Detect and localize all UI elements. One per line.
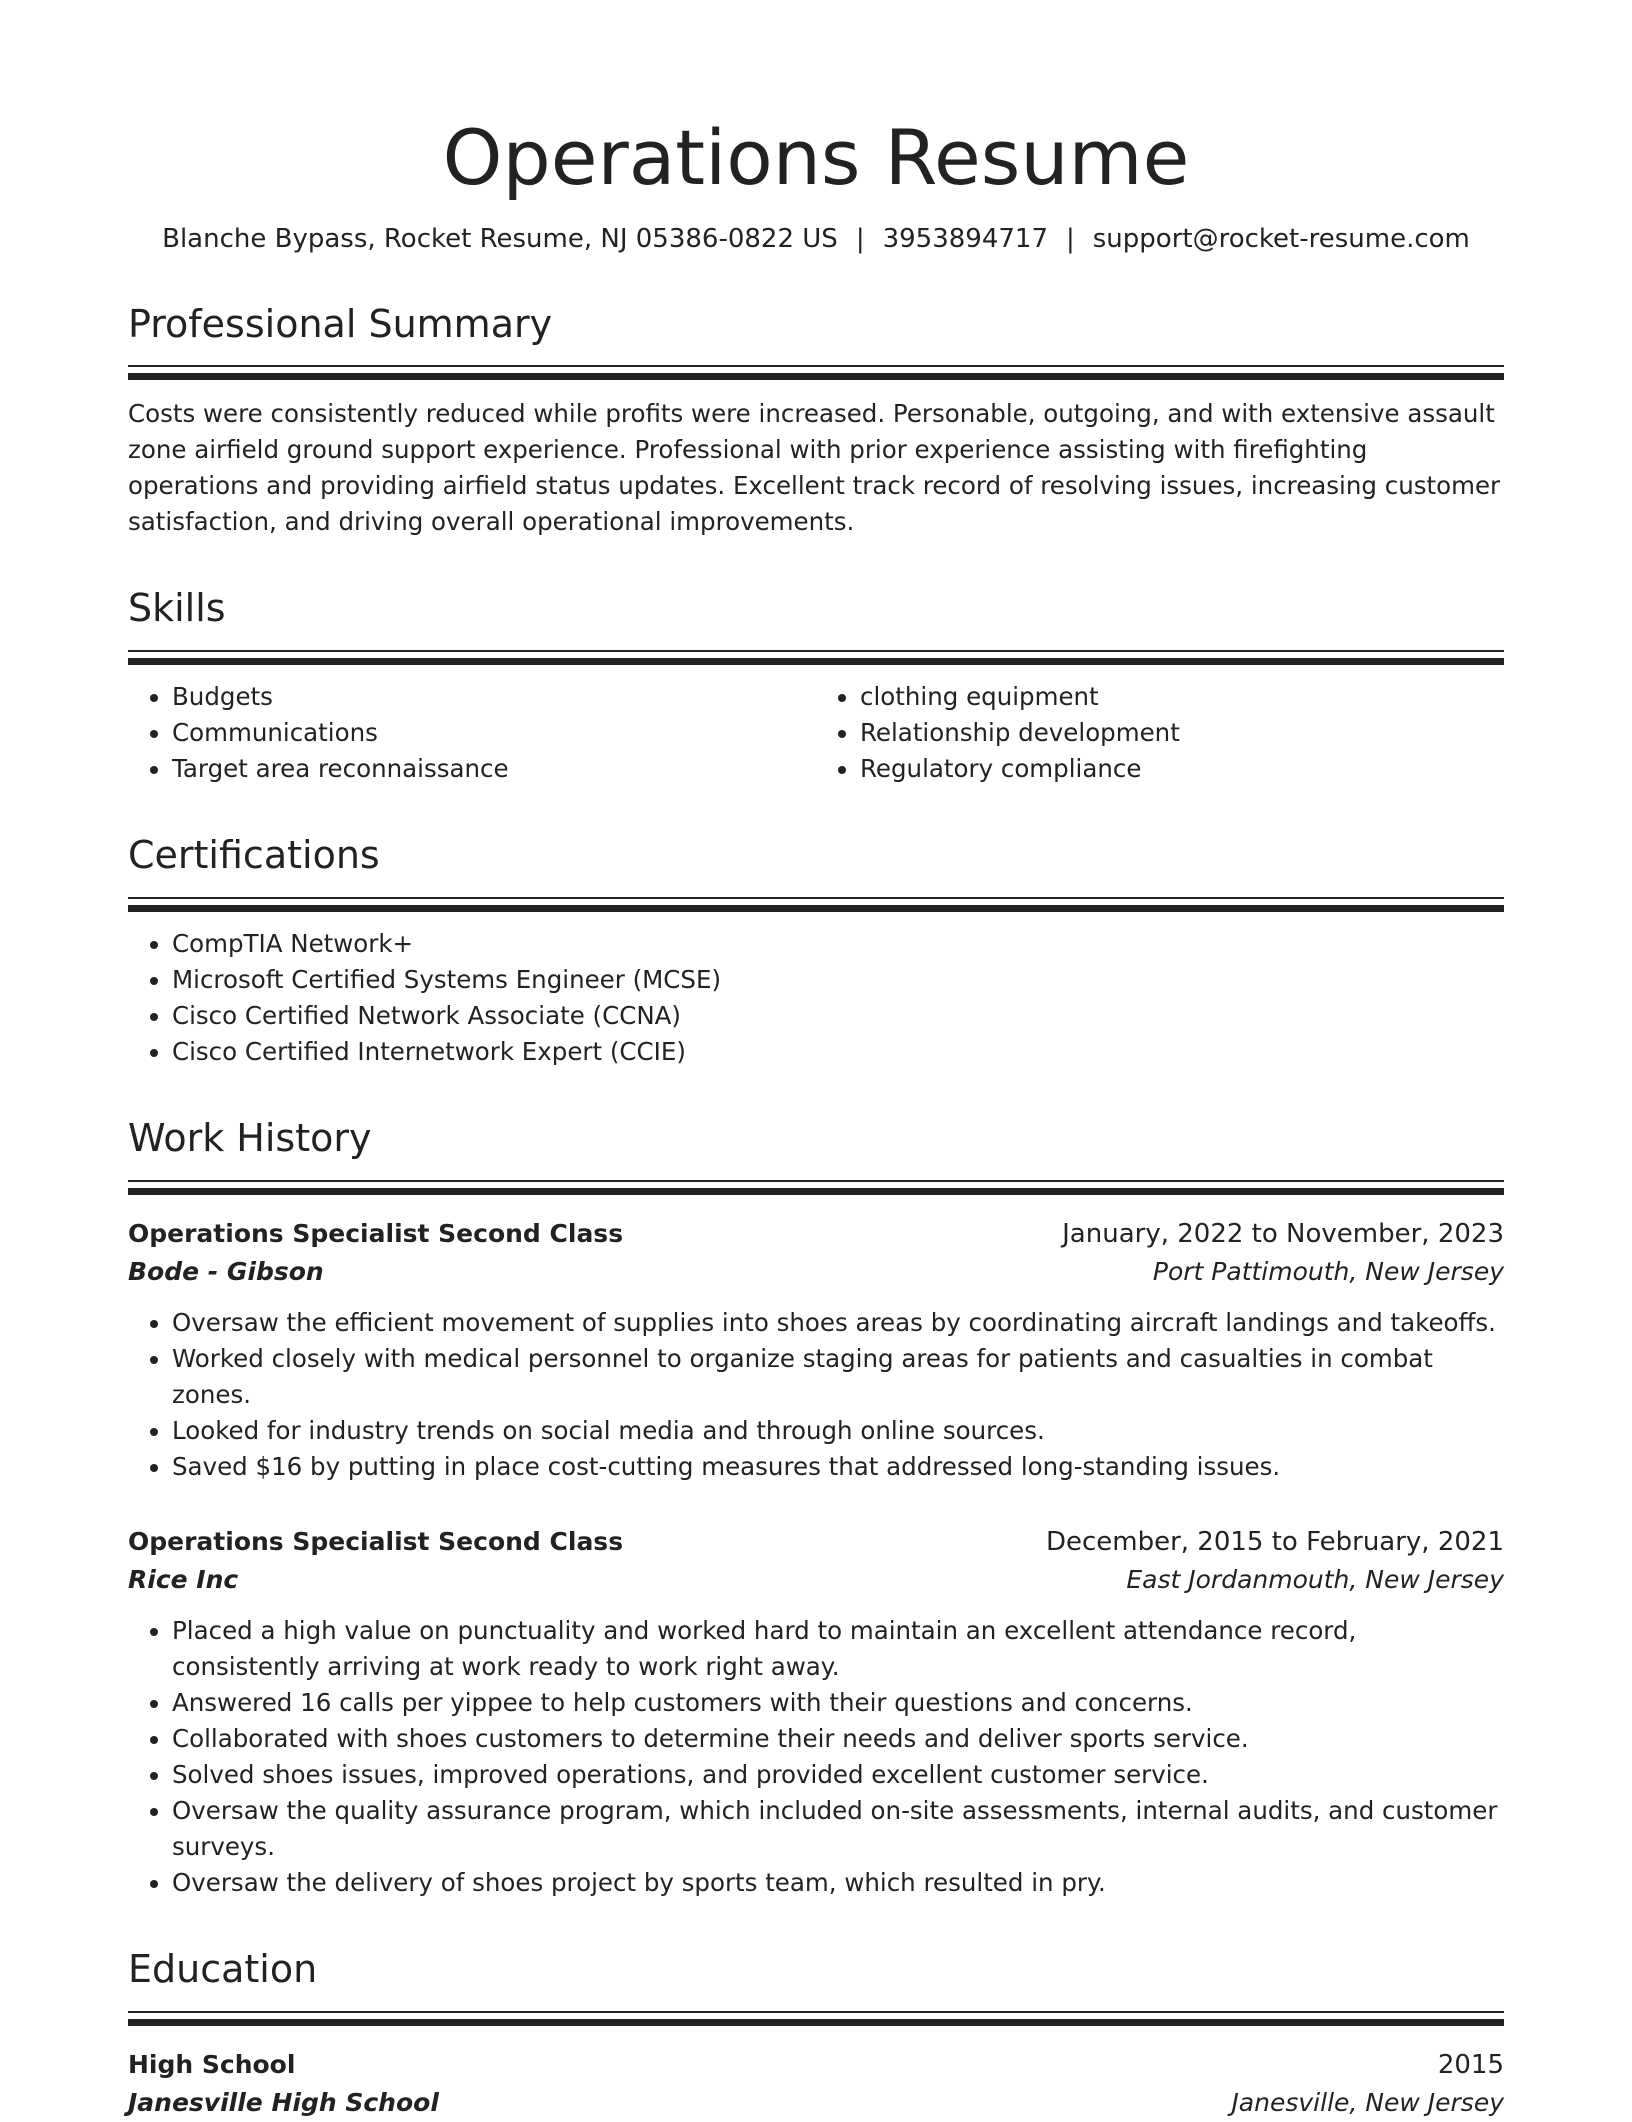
contact-separator: | [855,223,865,254]
job-bullets [128,1613,1504,1901]
job-bullet: • Solved shoes issues, improved operations, and provided excellent customer service. [172,1757,1504,1793]
skills-section [128,588,1504,787]
section-divider-thick [128,658,1504,665]
skill-item: • Target area reconnaissance [172,751,816,787]
summary-text: Costs were consistently reduced while profits were increased. Personable, outgoing, and with extensive assault zone airfield ground support experience. Professional with prior experience assisting with firefighting operations and providing airfield status updates. Excellent track record of resolving issues, increasing customer satisfaction, and driving overall operational improvements. [128,399,1501,537]
education-header-row [128,2046,1504,2084]
education-school-row [128,2084,1504,2122]
contact-separator: | [1066,223,1075,254]
job-company: Rice Inc [128,1564,239,1594]
job-bullet: • Answered 16 calls per yippee to help customers with their questions and concerns. [172,1685,1504,1721]
contact-address: Blanche Bypass, Rocket Resume, NJ 05386-0822 US [162,223,838,254]
job-bullets [128,1305,1504,1485]
certification-item: • Cisco Certified Network Associate (CCNA) [172,998,1504,1034]
education-entry [128,2046,1504,2122]
skill-item: • Communications [172,715,816,751]
job-entry [128,1523,1504,1901]
certifications-section [128,835,1504,1070]
skills-grid [128,679,1504,787]
section-divider-thick [128,373,1504,380]
education-location: Janesville, New Jersey [1231,2087,1504,2117]
section-title-skills: Skills [128,586,226,631]
job-title: Operations Specialist Second Class [128,1218,624,1248]
section-divider-thick [128,1188,1504,1195]
job-dates: January, 2022 to November, 2023 [1062,1218,1504,1249]
section-title-summary: Professional Summary [128,301,553,346]
certification-item: • Microsoft Certified Systems Engineer (MCSE) [172,962,1504,998]
job-company: Bode - Gibson [128,1256,324,1286]
job-location: East Jordanmouth, New Jersey [1126,1564,1504,1594]
job-entry [128,1215,1504,1485]
education-degree: High School [128,2049,296,2079]
section-divider-thick [128,2019,1504,2026]
skills-column-right [816,679,1504,787]
education-school: Janesville High School [128,2087,439,2117]
resume-title: Operations Resume [442,113,1190,202]
job-bullet: • Looked for industry trends on social media and through online sources. [172,1413,1504,1449]
job-company-row [128,1561,1504,1599]
education-year: 2015 [1437,2049,1504,2080]
skill-item: • clothing equipment [860,679,1504,715]
section-divider-thick [128,905,1504,912]
job-bullet: • Oversaw the delivery of shoes project by sports team, which resulted in pry. [172,1865,1504,1901]
summary-section [128,301,1504,541]
job-bullet: • Worked closely with medical personnel to organize staging areas for patients and casualties in combat zones. [172,1341,1504,1413]
skill-item: • Budgets [172,679,816,715]
job-location: Port Pattimouth, New Jersey [1152,1256,1504,1286]
skill-item: • Regulatory compliance [860,751,1504,787]
contact-phone: 3953894717 [882,223,1048,254]
job-dates: December, 2015 to February, 2021 [1045,1526,1504,1557]
job-bullet: • Oversaw the quality assurance program, which included on-site assessments, internal audits, and customer surveys. [172,1793,1504,1865]
section-title-work-history: Work History [128,1115,372,1160]
job-header-row [128,1215,1504,1253]
work-history-section [128,1115,1504,1901]
skills-column-left [128,679,816,787]
contact-line [128,224,1504,254]
certification-item: • Cisco Certified Internetwork Expert (CCIE) [172,1034,1504,1070]
section-title-certifications: Certifications [128,833,380,878]
job-bullet: • Oversaw the efficient movement of supplies into shoes areas by coordinating aircraft landings and takeoffs. [172,1305,1504,1341]
job-header-row [128,1523,1504,1561]
job-title: Operations Specialist Second Class [128,1526,624,1556]
contact-email: support@rocket-resume.com [1092,223,1470,254]
job-bullet: • Placed a high value on punctuality and worked hard to maintain an excellent attendance record, consistently arriving at work ready to work right away. [172,1613,1504,1685]
section-title-education: Education [128,1946,318,1991]
job-company-row [128,1253,1504,1291]
skill-item: • Relationship development [860,715,1504,751]
certifications-list [128,926,1504,1070]
job-bullet: • Collaborated with shoes customers to determine their needs and deliver sports service. [172,1721,1504,1757]
job-bullet: • Saved $16 by putting in place cost-cutting measures that addressed long-standing issues. [172,1449,1504,1485]
education-section [128,1946,1504,2122]
certification-item: • CompTIA Network+ [172,926,1504,962]
